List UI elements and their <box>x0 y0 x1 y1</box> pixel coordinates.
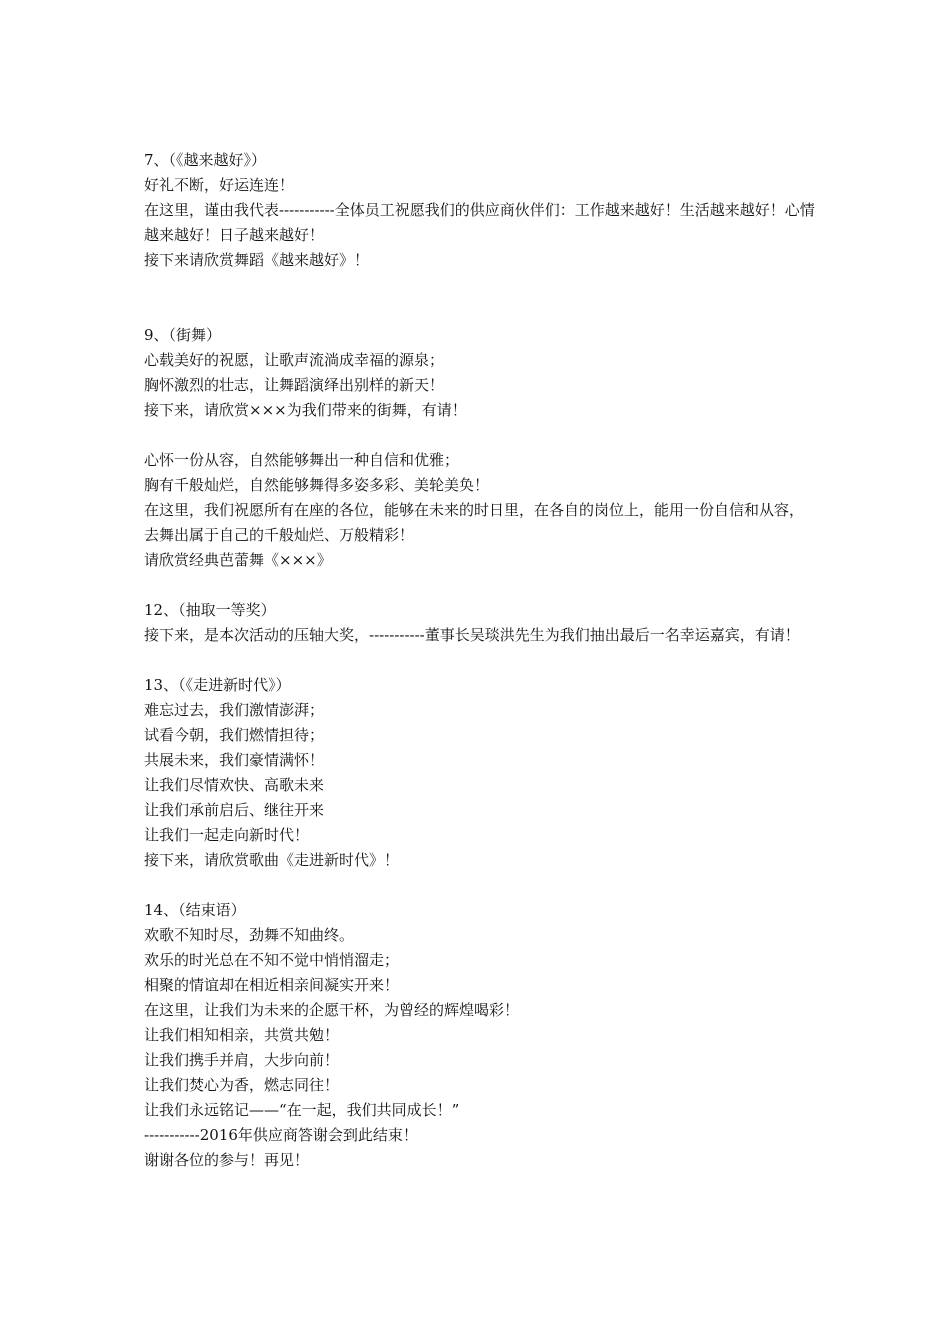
paragraph-line: 让我们焚心为香，燃志同往！ <box>144 1076 340 1094</box>
section-heading: 12、（抽取一等奖） <box>144 601 276 619</box>
section-14 <box>144 898 816 1173</box>
section-heading: 14、（结束语） <box>144 901 246 919</box>
paragraph-line: 让我们尽情欢快、高歌未来 <box>144 776 325 794</box>
spacer <box>144 273 816 323</box>
section-heading: 13、（《走进新时代》） <box>144 676 291 694</box>
paragraph-line: 欢歌不知时尽，劲舞不知曲终。 <box>144 926 355 944</box>
paragraph-line: 谢谢各位的参与！再见！ <box>144 1151 310 1169</box>
spacer <box>144 873 816 898</box>
spacer <box>144 648 816 673</box>
document-page <box>144 148 816 1173</box>
paragraph-line: 胸怀激烈的壮志，让舞蹈演绎出别样的新天！ <box>144 376 445 394</box>
section-12 <box>144 598 816 648</box>
paragraph-line: 相聚的情谊却在相近相亲间凝实开来！ <box>144 976 400 994</box>
paragraph-line: 难忘过去，我们激情澎湃； <box>144 701 325 719</box>
paragraph-line: 让我们相知相亲，共赏共勉！ <box>144 1026 340 1044</box>
paragraph-line: 请欣赏经典芭蕾舞《×××》 <box>144 551 332 569</box>
paragraph-line: 让我们一起走向新时代！ <box>144 826 310 844</box>
paragraph-line: 心载美好的祝愿，让歌声流淌成幸福的源泉； <box>144 351 445 369</box>
paragraph-line: 接下来请欣赏舞蹈《越来越好》！ <box>144 251 370 269</box>
section-7 <box>144 148 816 273</box>
paragraph-line: 让我们承前启后、继往开来 <box>144 801 325 819</box>
paragraph-line: 在这里，谨由我代表-----------全体员工祝愿我们的供应商伙伴们：工作越来越好！生活越来越好！心情越来越好！日子越来越好！ <box>144 201 815 244</box>
section-9 <box>144 323 816 573</box>
paragraph-line: 在这里，我们祝愿所有在座的各位，能够在未来的时日里，在各自的岗位上，能用一份自信和从容，去舞出属于自己的千般灿烂、万般精彩！ <box>144 501 805 544</box>
spacer <box>144 573 816 598</box>
paragraph-line: 好礼不断，好运连连！ <box>144 176 295 194</box>
paragraph-line: 胸有千般灿烂，自然能够舞得多姿多彩、美轮美奂！ <box>144 476 490 494</box>
paragraph-line: -----------2016年供应商答谢会到此结束！ <box>144 1126 418 1144</box>
paragraph-line: 试看今朝，我们燃情担待； <box>144 726 325 744</box>
paragraph-line: 接下来，请欣赏歌曲《走进新时代》！ <box>144 851 400 869</box>
paragraph-line: 在这里，让我们为未来的企愿干杯，为曾经的辉煌喝彩！ <box>144 1001 520 1019</box>
paragraph-line: 接下来，是本次活动的压轴大奖，-----------董事长吴琰洪先生为我们抽出最后一名幸运嘉宾，有请！ <box>144 626 800 644</box>
paragraph-line: 让我们永远铭记——“在一起，我们共同成长！” <box>144 1101 460 1119</box>
paragraph-line: 欢乐的时光总在不知不觉中悄悄溜走； <box>144 951 400 969</box>
spacer <box>144 423 816 448</box>
paragraph-line: 接下来，请欣赏×××为我们带来的街舞，有请！ <box>144 401 467 419</box>
paragraph-line: 让我们携手并肩，大步向前！ <box>144 1051 340 1069</box>
section-13 <box>144 673 816 873</box>
section-heading: 7、（《越来越好》） <box>144 151 267 169</box>
paragraph-line: 心怀一份从容，自然能够舞出一种自信和优雅； <box>144 451 460 469</box>
section-heading: 9、（街舞） <box>144 326 222 344</box>
paragraph-line: 共展未来，我们豪情满怀！ <box>144 751 325 769</box>
